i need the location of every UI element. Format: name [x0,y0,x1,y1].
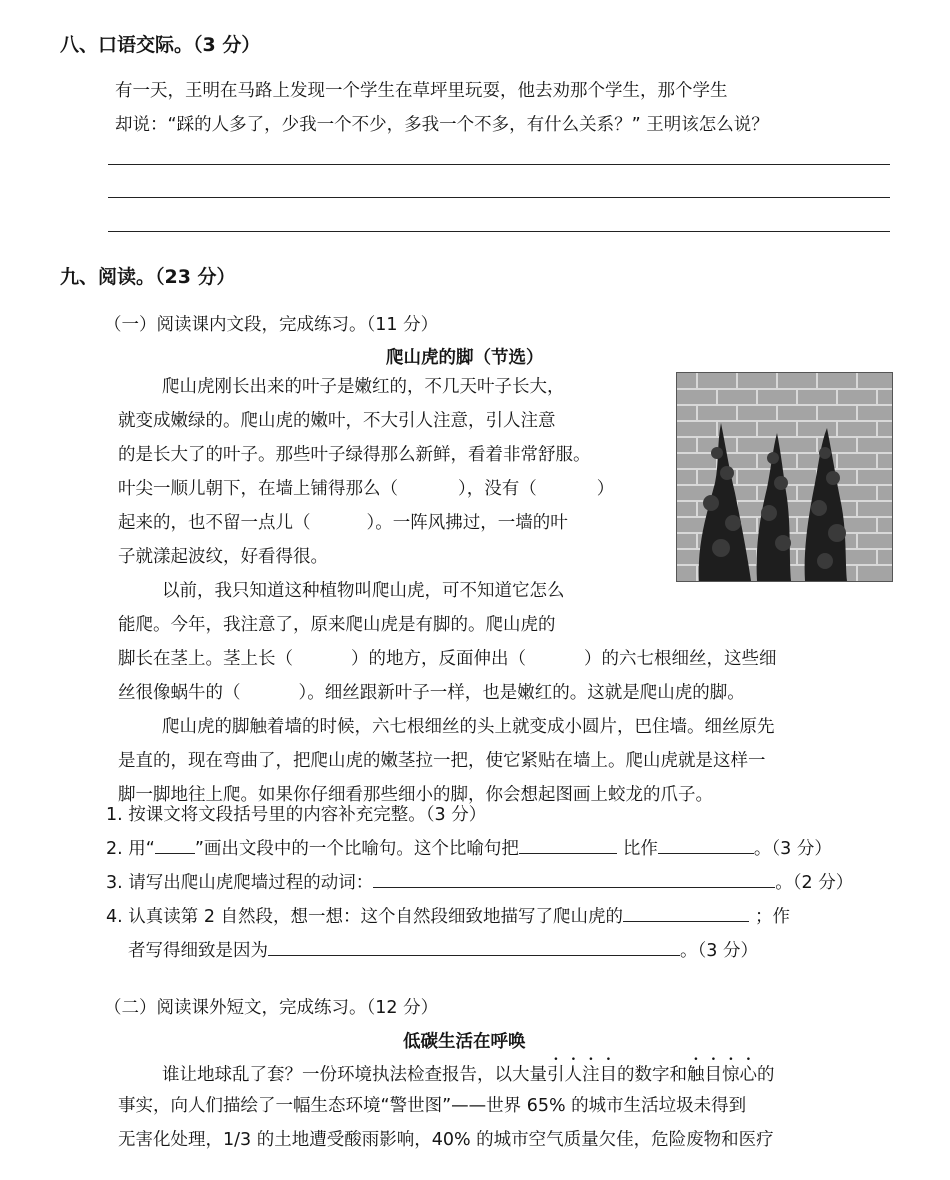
question-1: 1. 按课文将文段括号里的内容补充完整。（3 分） [106,805,487,825]
text-segment: 的 [757,1065,775,1085]
text-line: 爬山虎刚长出来的叶子是嫩红的，不几天叶子长大， [162,377,565,397]
part-1-subheading: （一）阅读课内文段，完成练习。（11 分） [104,315,439,335]
text-segment: ）的地方，反面伸出（ [351,649,526,669]
text-line-with-blanks [118,506,614,540]
text-segment: ；作 [755,907,791,927]
answer-line[interactable] [108,231,890,232]
text-line [118,1055,775,1089]
question-line: 有一天，王明在马路上发现一个学生在草坪里玩耍，他去劝那个学生，那个学生 [115,81,728,101]
text-line: 无害化处理，1/3 的土地遭受酸雨影响，40% 的城市空气质量欠佳，危险废物和医疗 [118,1130,774,1150]
section-9-heading: 九、阅读。（23 分） [60,266,236,288]
text-line: 是直的，现在弯曲了，把爬山虎的嫩茎拉一把，使它紧贴在墙上。爬山虎就是这样一 [118,751,766,771]
text-segment: ）。一阵风拂过，一墙的叶 [366,513,568,533]
ivy-wall-image [677,373,892,581]
emphasis-dotted-text: 引人注目 [547,1065,617,1085]
text-line: 就变成嫩绿的。爬山虎的嫩叶，不大引人注意，引人注意 [118,411,556,431]
text-line-with-blanks [118,642,777,676]
question-4 [106,900,853,934]
question-list [106,798,853,968]
text-line-with-blanks [118,676,777,710]
text-segment: 脚长在茎上。茎上长（ [118,649,293,669]
passage-1-title: 爬山虎的脚（节选） [386,348,544,368]
text-segment: ） [596,479,615,499]
text-line: 以前，我只知道这种植物叫爬山虎，可不知道它怎么 [162,581,565,601]
answer-blank[interactable] [268,935,680,956]
answer-line[interactable] [108,197,890,198]
answer-line[interactable] [108,164,890,165]
text-segment: 叶尖一顺儿朝下，在墙上铺得那么（ [118,479,398,499]
text-line: 的是长大了的叶子。那些叶子绿得那么新鲜，看着非常舒服。 [118,445,591,465]
text-segment: 。（3 分） [680,941,758,961]
passage-2-title: 低碳生活在呼唤 [403,1032,526,1052]
text-segment: 者写得细致是因为 [128,941,268,961]
answer-blank[interactable] [519,833,617,854]
answer-blank[interactable] [155,833,195,854]
question-line: 却说：“踩的人多了，少我一个不少，多我一个不多，有什么关系？” 王明该怎么说？ [115,115,769,135]
part-2-subheading: （二）阅读课外短文，完成练习。（12 分） [104,998,439,1018]
text-segment: 比作 [622,839,658,859]
text-segment: 4. 认真读第 2 自然段，想一想：这个自然段细致地描写了爬山虎的 [106,907,624,927]
text-segment: 2. 用“ [106,839,155,859]
text-segment: 。（3 分） [753,839,832,859]
passage-1-paragraph-2 [118,574,777,710]
answer-blank[interactable] [623,901,749,922]
text-segment: 丝很像蜗牛的（ [118,683,241,703]
section-8-heading: 八、口语交际。（3 分） [60,34,261,56]
passage-1-paragraph-3 [118,710,775,812]
section-8-question [115,74,769,142]
emphasis-dotted-text: 触目惊心 [687,1065,757,1085]
text-segment: 谁让地球乱了套？一份环境执法检查报告，以大量 [162,1065,547,1085]
question-4-cont [106,934,853,968]
answer-blank[interactable] [658,833,754,854]
text-line: 爬山虎的脚触着墙的时候，六七根细丝的头上就变成小圆片，巴住墙。细丝原先 [162,717,775,737]
passage-1-paragraph-1 [118,370,614,574]
text-line-with-blanks [118,472,614,506]
text-line: 脚一脚地往上爬。如果你仔细看那些细小的脚，你会想起图画上蛟龙的爪子。 [118,785,713,805]
text-segment: ”画出文段中的一个比喻句。这个比喻句把 [194,839,519,859]
text-segment: 3. 请写出爬山虎爬墙过程的动词： [106,873,374,893]
text-line: 子就漾起波纹，好看得很。 [118,547,328,567]
ivy-wall-photo [676,372,893,582]
text-line: 事实，向人们描绘了一幅生态环境“警世图”——世界 65% 的城市生活垃圾未得到 [118,1096,747,1116]
text-segment: ）的六七根细丝，这些细 [584,649,777,669]
text-segment: ），没有（ [458,479,537,499]
text-segment: 起来的，也不留一点儿（ [118,513,311,533]
passage-2-paragraph [118,1055,775,1157]
text-segment: ）。细丝跟新叶子一样，也是嫩红的。这就是爬山虎的脚。 [298,683,745,703]
text-segment: 的数字和 [617,1065,687,1085]
text-line: 能爬。今年，我注意了，原来爬山虎是有脚的。爬山虎的 [118,615,556,635]
question-2 [106,832,853,866]
text-segment: 。（2 分） [775,873,854,893]
question-3 [106,866,853,900]
answer-blank[interactable] [373,867,775,888]
